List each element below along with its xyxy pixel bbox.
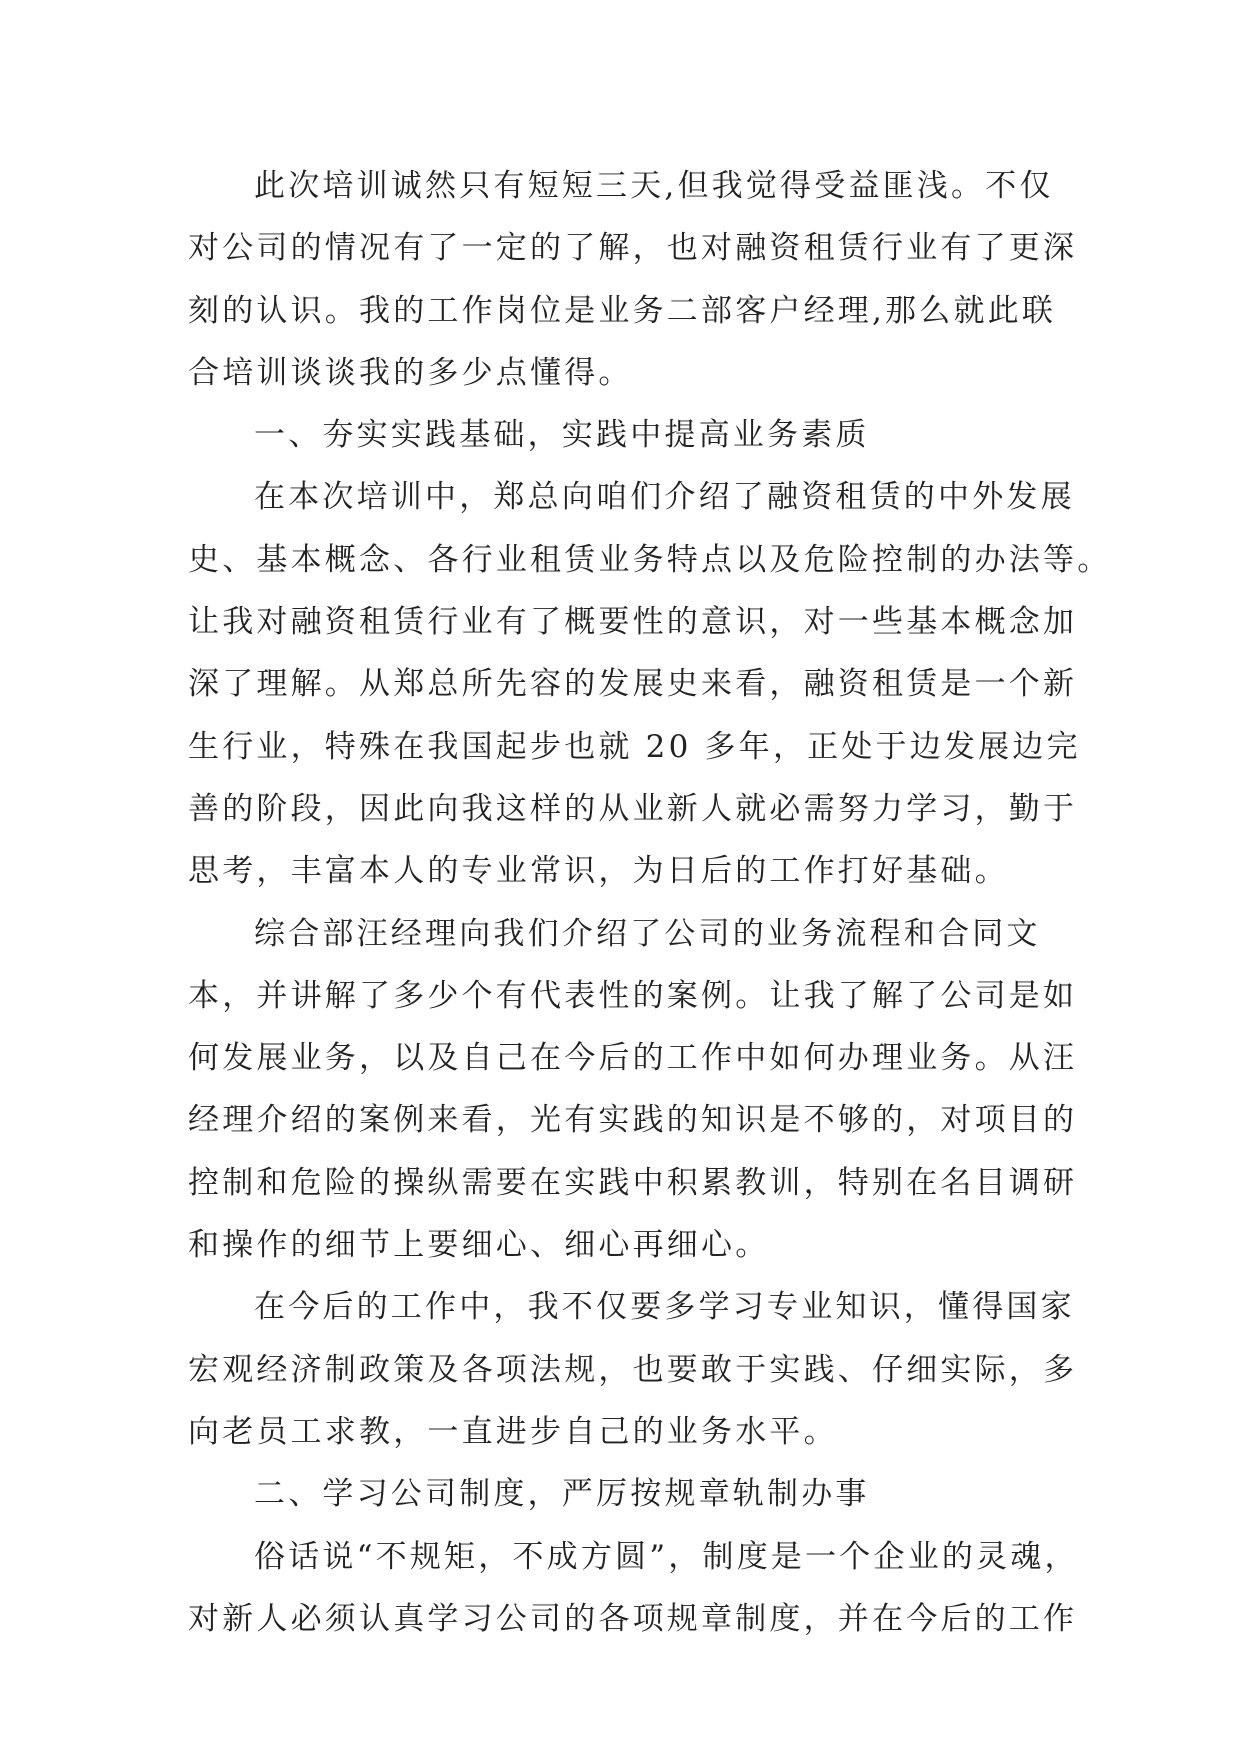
- text-line: 和操作的细节上要细心、细心再细心。: [188, 1227, 770, 1264]
- text-line: 宏观经济制政策及各项法规，也要敢于实践、仔细实际，多: [188, 1351, 1078, 1388]
- section-heading: 二、学习公司制度，严厉按规章轨制办事: [254, 1476, 870, 1513]
- text-line: 在本次培训中，郑总向咱们介绍了融资租赁的中外发展: [254, 479, 1075, 516]
- text-line: 此次培训诚然只有短短三天,但我觉得受益匪浅。不仅: [254, 168, 1054, 204]
- text-line: 对新人必须认真学习公司的各项规章制度，并在今后的工作: [188, 1600, 1078, 1637]
- text-line: 思考，丰富本人的专业常识，为日后的工作打好基础。: [188, 853, 1009, 890]
- text-line: 深了理解。从郑总所先容的发展史来看，融资租赁是一个新: [188, 666, 1078, 703]
- text-line: 合培训谈谈我的多少点懂得。: [188, 354, 633, 391]
- text-line: 控制和危险的操纵需要在实践中积累教训，特别在名目调研: [188, 1164, 1078, 1201]
- text-line: 善的阶段，因此向我这样的从业新人就必需努力学习，勤于: [188, 790, 1078, 827]
- text-line: 本，并讲解了多少个有代表性的案例。让我了解了公司是如: [188, 977, 1078, 1014]
- text-line: 何发展业务，以及自己在今后的工作中如何办理业务。从汪: [188, 1040, 1078, 1077]
- text-line: 对公司的情况有了一定的了解，也对融资租赁行业有了更深: [188, 230, 1078, 267]
- text-line: 向老员工求教，一直进步自己的业务水平。: [188, 1413, 838, 1450]
- body-text: [188, 155, 1112, 1650]
- text-line: 俗话说“不规矩，不成方圆”，制度是一个企业的灵魂，: [254, 1538, 1079, 1575]
- text-line: 综合部汪经理向我们介绍了公司的业务流程和合同文: [254, 915, 1041, 952]
- text-line: 在今后的工作中，我不仅要多学习专业知识，懂得国家: [254, 1289, 1075, 1326]
- text-line: 刻的认识。我的工作岗位是业务二部客户经理,那么就此联: [188, 292, 1057, 329]
- text-line: 让我对融资租赁行业有了概要性的意识，对一些基本概念加: [188, 604, 1078, 641]
- text-line: 经理介绍的案例来看，光有实践的知识是不够的，对项目的: [188, 1102, 1078, 1139]
- section-heading: 一、夯实实践基础，实践中提高业务素质: [254, 417, 870, 454]
- text-line: 史、基本概念、各行业租赁业务特点以及危险控制的办法等。: [188, 541, 1112, 578]
- text-line: 生行业，特殊在我国起步也就 20 多年，正处于边发展边完: [188, 728, 1081, 765]
